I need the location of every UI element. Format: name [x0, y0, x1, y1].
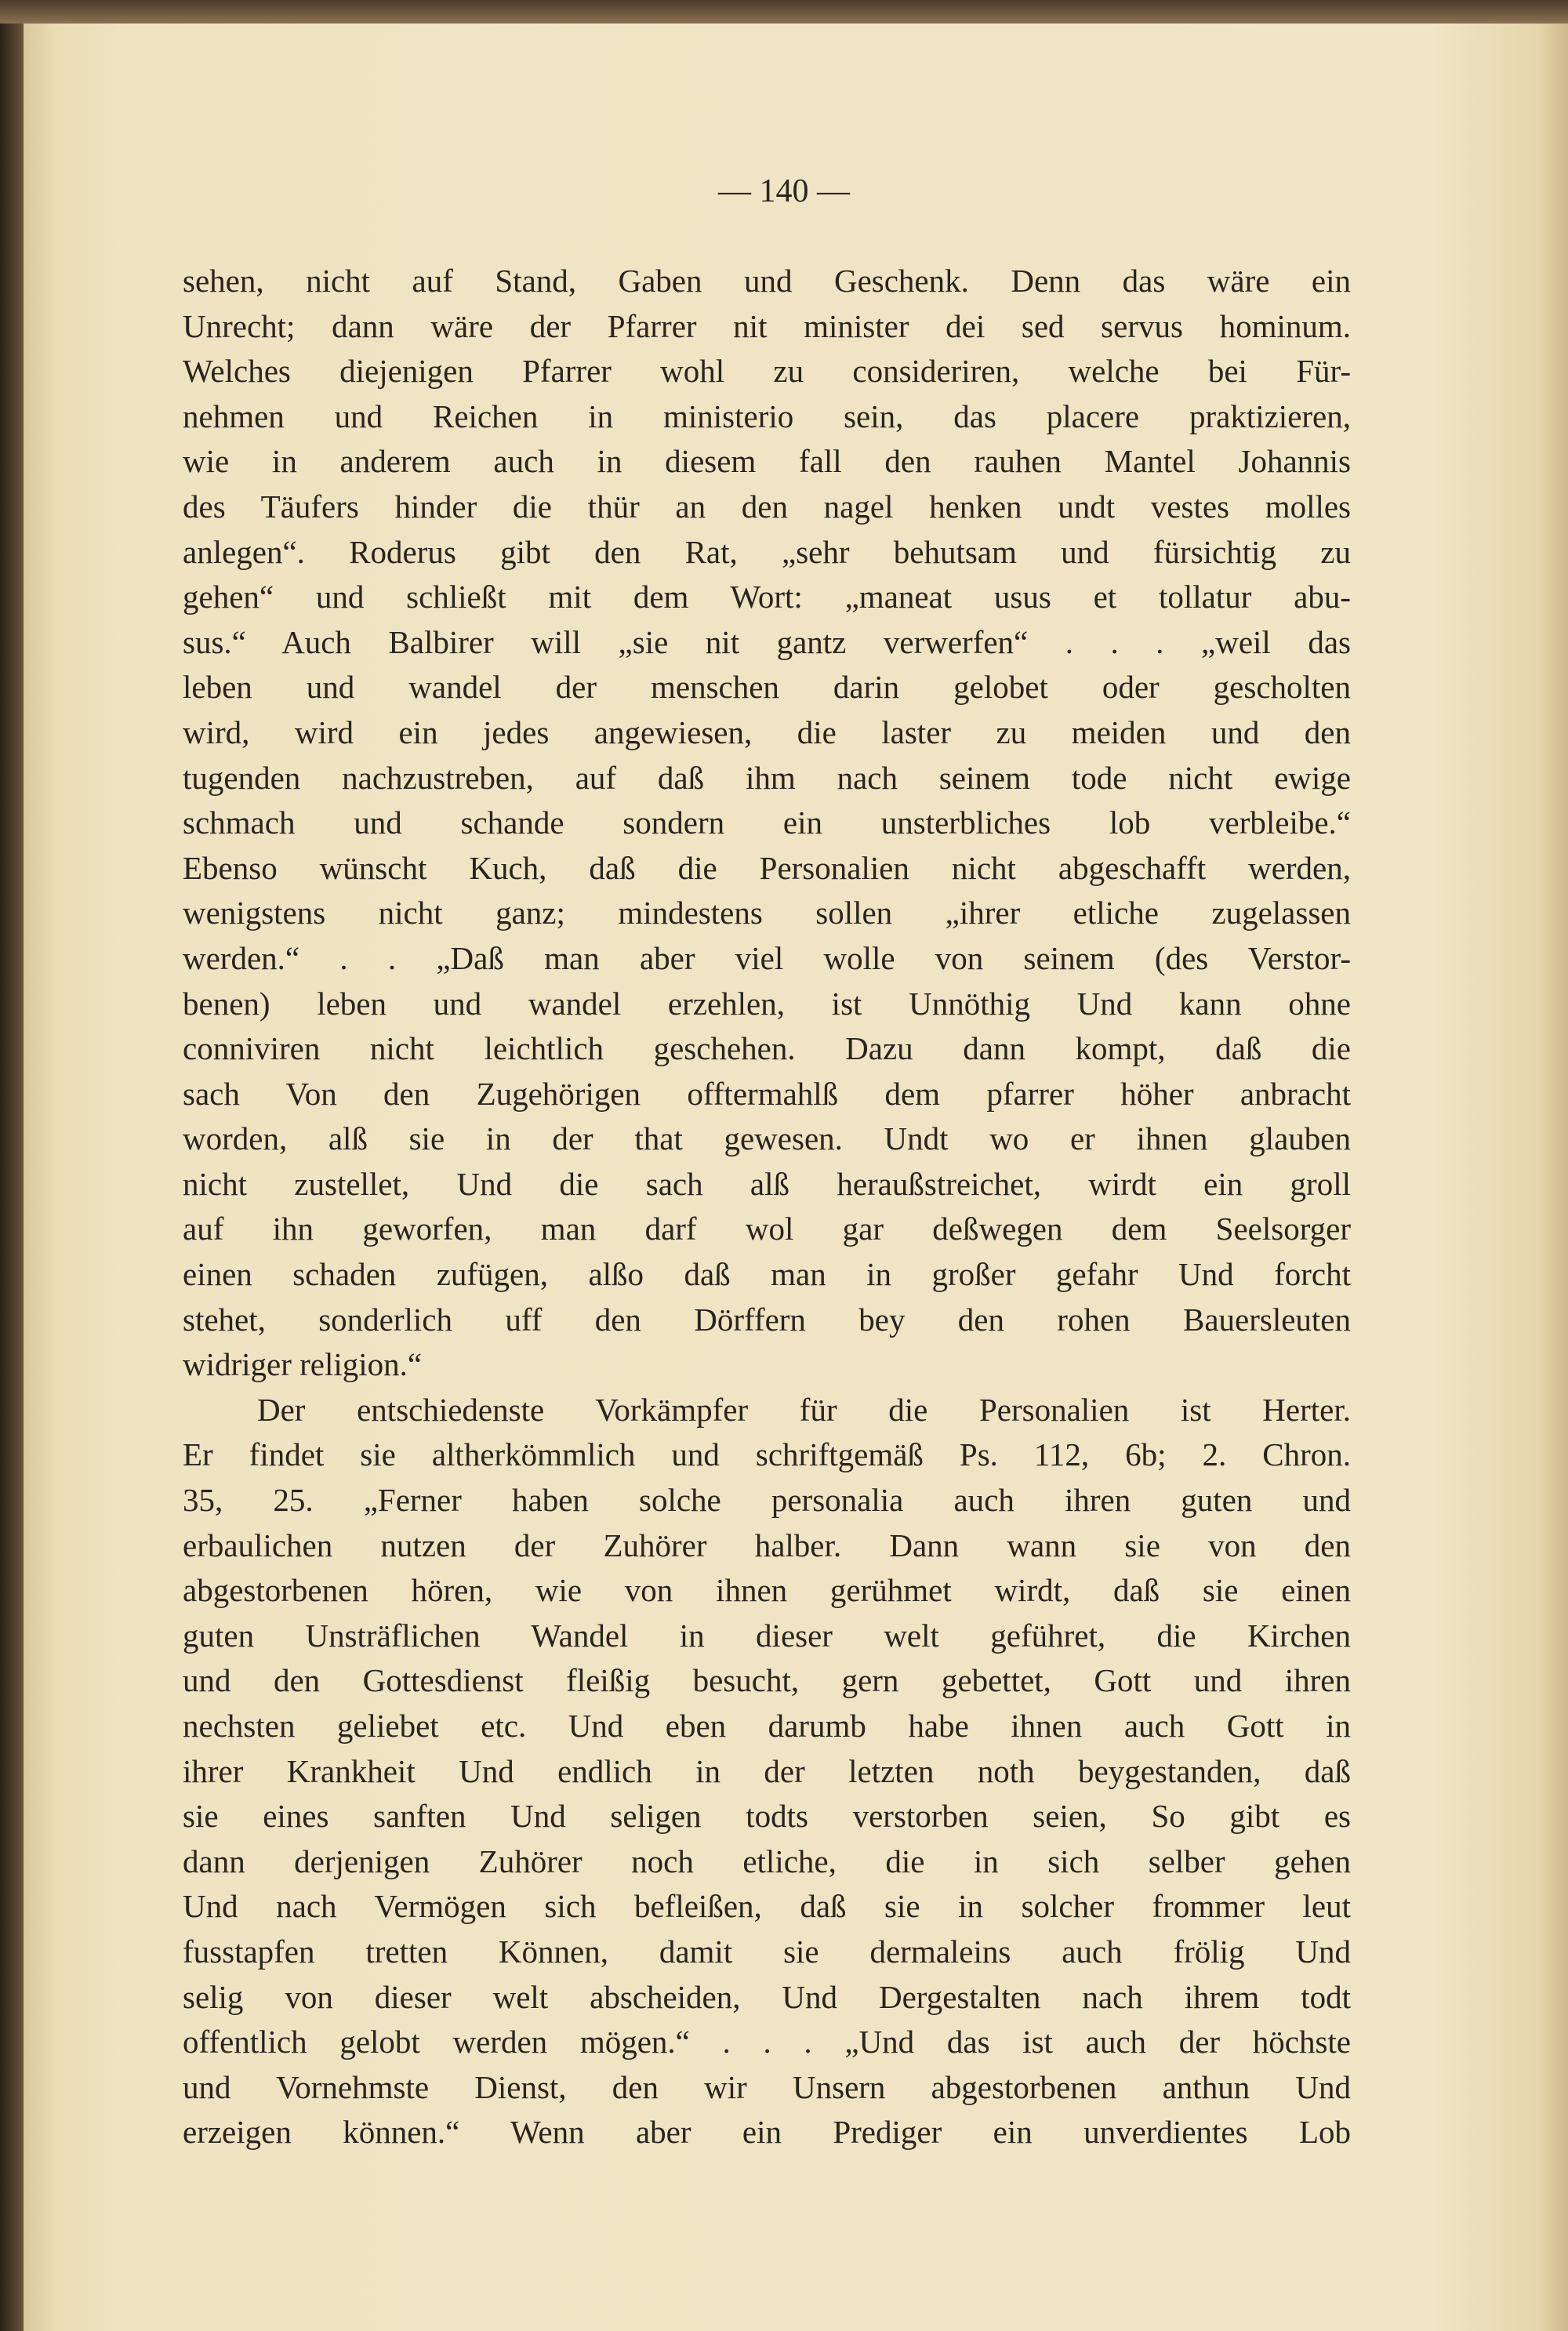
- text-line: und den Gottesdienst fleißig besucht, gern gebettet, Gott und ihren: [183, 1662, 1351, 1699]
- text-line: Ebenso wünscht Kuch, daß die Personalien nicht abgeschafft werden,: [183, 849, 1351, 886]
- page-top-edge: [0, 0, 1568, 24]
- text-line: nehmen und Reichen in ministerio sein, das placere praktizieren,: [183, 398, 1351, 434]
- text-line: nicht zustellet, Und die sach alß heraußstreichet, wirdt ein groll: [183, 1165, 1351, 1202]
- text-line: wird, wird ein jedes angewiesen, die laster zu meiden und den: [183, 713, 1351, 750]
- text-line: sie eines sanften Und seligen todts verstorben seien, So gibt es: [183, 1798, 1351, 1835]
- page-number: — 140 —: [718, 173, 850, 209]
- text-line: auf ihn geworfen, man darf wol gar deßwegen dem Seelsorger: [183, 1211, 1351, 1247]
- text-line: 35, 25. „Ferner haben solche personalia auch ihren guten und: [183, 1482, 1351, 1519]
- text-line: Welches diejenigen Pfarrer wohl zu consideriren, welche bei Für-: [183, 353, 1351, 390]
- text-line: anlegen“. Roderus gibt den Rat, „sehr behutsam und fürsichtig zu: [183, 533, 1351, 570]
- book-binding-edge: [0, 0, 24, 2331]
- text-line: leben und wandel der menschen darin gelobet oder gescholten: [183, 669, 1351, 706]
- text-line: und Vornehmste Dienst, den wir Unsern abgestorbenen anthun Und: [183, 2068, 1351, 2105]
- text-line: erbaulichen nutzen der Zuhörer halber. Dann wann sie von den: [183, 1527, 1351, 1563]
- text-line: des Täufers hinder die thür an den nagel henken undt vestes molles: [183, 488, 1351, 525]
- text-line: benen) leben und wandel erzehlen, ist Unnöthig Und kann ohne: [183, 985, 1351, 1022]
- text-line: erzeigen können.“ Wenn aber ein Prediger ein unverdientes Lob: [183, 2114, 1351, 2151]
- text-line: Unrecht; dann wäre der Pfarrer nit minister dei sed servus hominum.: [183, 307, 1351, 344]
- text-line: tugenden nachzustreben, auf daß ihm nach seinem tode nicht ewige: [183, 759, 1351, 796]
- body-text: [183, 259, 1351, 2155]
- text-line: werden.“ . . „Daß man aber viel wolle von seinem (des Verstor-: [183, 939, 1351, 976]
- text-line: guten Unsträflichen Wandel in dieser welt geführet, die Kirchen: [183, 1617, 1351, 1654]
- text-line: Er findet sie altherkömmlich und schriftgemäß Ps. 112, 6b; 2. Chron.: [183, 1436, 1351, 1473]
- text-line: Und nach Vermögen sich befleißen, daß sie in solcher frommer leut: [183, 1888, 1351, 1925]
- text-line: gehen“ und schließt mit dem Wort: „maneat usus et tollatur abu-: [183, 579, 1351, 615]
- text-line: stehet, sonderlich uff den Dörffern bey den rohen Bauersleuten: [183, 1301, 1351, 1338]
- text-line: sach Von den Zugehörigen offtermahlß dem pfarrer höher anbracht: [183, 1075, 1351, 1112]
- text-line: sus.“ Auch Balbirer will „sie nit gantz verwerfen“ . . . „weil das: [183, 623, 1351, 660]
- text-line: nechsten geliebet etc. Und eben darumb habe ihnen auch Gott in: [183, 1708, 1351, 1744]
- text-line: sehen, nicht auf Stand, Gaben und Geschenk. Denn das wäre ein: [183, 263, 1351, 299]
- text-line: Der entschiedenste Vorkämpfer für die Personalien ist Herter.: [257, 1391, 1351, 1428]
- text-line: conniviren nicht leichtlich geschehen. Dazu dann kompt, daß die: [183, 1030, 1351, 1067]
- text-line: fusstapfen tretten Können, damit sie dermaleins auch frölig Und: [183, 1933, 1351, 1970]
- text-line: offentlich gelobt werden mögen.“ . . . „Und das ist auch der höchste: [183, 2024, 1351, 2061]
- text-line: widriger religion.“: [183, 1346, 423, 1383]
- text-line: einen schaden zufügen, alßo daß man in großer gefahr Und forcht: [183, 1256, 1351, 1293]
- text-line: ihrer Krankheit Und endlich in der letzten noth beygestanden, daß: [183, 1752, 1351, 1789]
- text-line: dann derjenigen Zuhörer noch etliche, die in sich selber gehen: [183, 1843, 1351, 1879]
- text-line: wenigstens nicht ganz; mindestens sollen „ihrer etliche zugelassen: [183, 895, 1351, 931]
- text-line: selig von dieser welt abscheiden, Und Dergestalten nach ihrem todt: [183, 1978, 1351, 2015]
- text-line: worden, alß sie in der that gewesen. Undt wo er ihnen glauben: [183, 1120, 1351, 1157]
- text-line: wie in anderem auch in diesem fall den rauhen Mantel Johannis: [183, 443, 1351, 480]
- text-line: abgestorbenen hören, wie von ihnen gerühmet wirdt, daß sie einen: [183, 1572, 1351, 1609]
- text-line: schmach und schande sondern ein unsterbliches lob verbleibe.“: [183, 804, 1351, 841]
